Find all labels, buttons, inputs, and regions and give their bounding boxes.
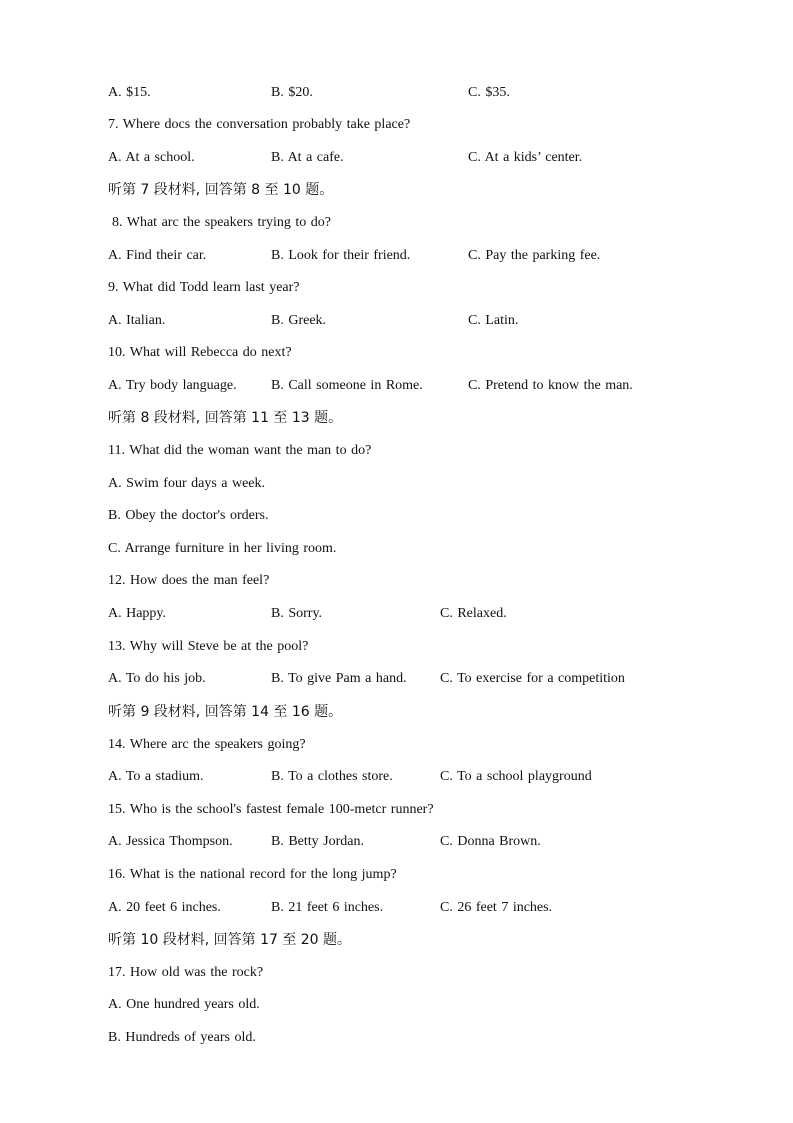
option-c: C. 26 feet 7 inches. xyxy=(440,900,553,915)
option-c: C. At a kids’ center. xyxy=(468,150,583,165)
option-b: B. Betty Jordan. xyxy=(271,834,364,849)
section-heading-9: 听第 9 段材料, 回答第 14 至 16 题。 xyxy=(108,704,343,720)
option-b: B. Look for their friend. xyxy=(271,248,411,263)
option-b: B. 21 feet 6 inches. xyxy=(271,900,384,915)
option-b: B. At a cafe. xyxy=(271,150,344,165)
q11-option-b: B. Obey the doctor's orders. xyxy=(108,508,269,523)
option-c: C. Pay the parking fee. xyxy=(468,248,601,263)
option-a: A. Find their car. xyxy=(108,248,207,263)
question-10: 10. What will Rebecca do next? xyxy=(108,345,292,360)
option-a: A. Jessica Thompson. xyxy=(108,834,233,849)
option-c: C. Donna Brown. xyxy=(440,834,541,849)
option-a: A. $15. xyxy=(108,85,151,100)
option-c: C. Relaxed. xyxy=(440,606,507,621)
question-14: 14. Where arc the speakers going? xyxy=(108,737,306,752)
option-b: B. $20. xyxy=(271,85,313,100)
q11-option-c: C. Arrange furniture in her living room. xyxy=(108,541,337,556)
question-9: 9. What did Todd learn last year? xyxy=(108,280,300,295)
option-b: B. Call someone in Rome. xyxy=(271,378,423,393)
option-a: A. To a stadium. xyxy=(108,769,204,784)
option-c: C. To exercise for a competition xyxy=(440,671,625,686)
option-c: C. Pretend to know the man. xyxy=(468,378,633,393)
option-a: A. Try body language. xyxy=(108,378,237,393)
option-c: C. Latin. xyxy=(468,313,519,328)
section-heading-10: 听第 10 段材料, 回答第 17 至 20 题。 xyxy=(108,932,352,948)
section-heading-8: 听第 8 段材料, 回答第 11 至 13 题。 xyxy=(108,410,343,426)
question-17: 17. How old was the rock? xyxy=(108,965,264,980)
question-7: 7. Where docs the conversation probably take place? xyxy=(108,117,411,132)
option-b: B. To give Pam a hand. xyxy=(271,671,407,686)
option-b: B. To a clothes store. xyxy=(271,769,393,784)
option-a: A. Happy. xyxy=(108,606,167,621)
section-heading-7: 听第 7 段材料, 回答第 8 至 10 题。 xyxy=(108,182,334,198)
question-16: 16. What is the national record for the long jump? xyxy=(108,867,397,882)
option-a: A. At a school. xyxy=(108,150,195,165)
option-a: A. 20 feet 6 inches. xyxy=(108,900,221,915)
option-c: C. $35. xyxy=(468,85,510,100)
q17-option-b: B. Hundreds of years old. xyxy=(108,1030,256,1045)
question-8: 8. What arc the speakers trying to do? xyxy=(112,215,332,230)
option-b: B. Sorry. xyxy=(271,606,323,621)
question-13: 13. Why will Steve be at the pool? xyxy=(108,639,309,654)
question-15: 15. Who is the school's fastest female 100-metcr runner? xyxy=(108,802,434,817)
q17-option-a: A. One hundred years old. xyxy=(108,997,260,1012)
question-12: 12. How does the man feel? xyxy=(108,573,270,588)
option-a: A. To do his job. xyxy=(108,671,206,686)
q11-option-a: A. Swim four days a week. xyxy=(108,476,266,491)
question-11: 11. What did the woman want the man to do? xyxy=(108,443,372,458)
option-a: A. Italian. xyxy=(108,313,166,328)
option-c: C. To a school playground xyxy=(440,769,592,784)
option-b: B. Greek. xyxy=(271,313,327,328)
